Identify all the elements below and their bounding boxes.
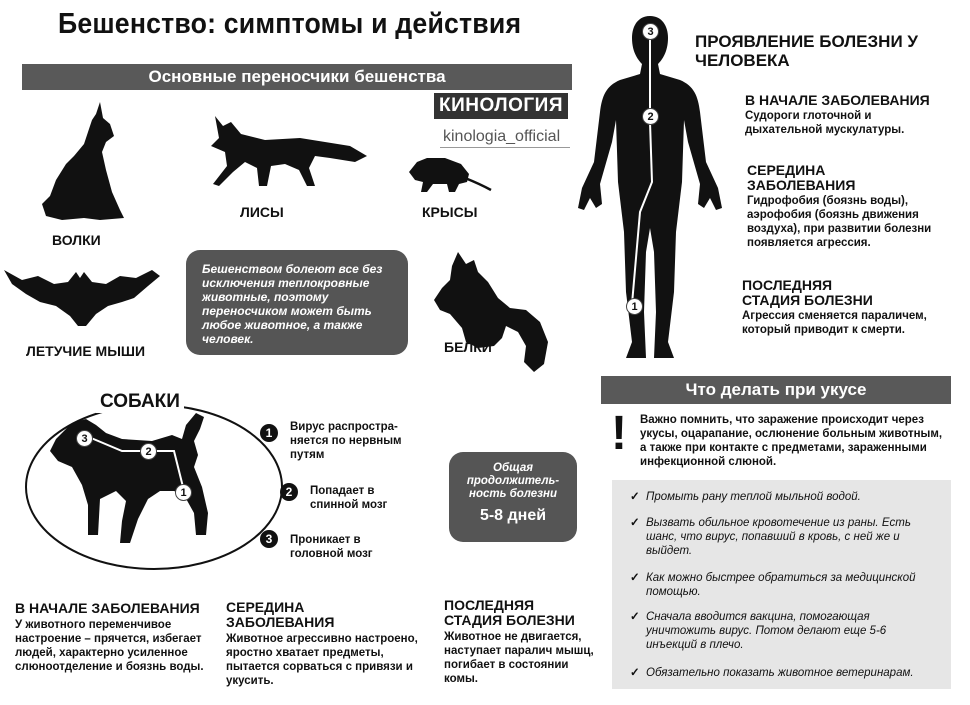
warning-mark: ! bbox=[611, 407, 627, 460]
dog-stage-early bbox=[15, 601, 215, 674]
carriers-header: Основные переносчики бешенства bbox=[22, 64, 572, 90]
human-stage-late-text: Агрессия сменяется параличем, который приводит к смерти. bbox=[742, 310, 927, 336]
dog-marker-1: 1 bbox=[175, 484, 192, 501]
carriers-note bbox=[186, 250, 408, 355]
bite-header: Что делать при укусе bbox=[601, 376, 951, 404]
human-stage-late-title: ПОСЛЕДНЯЯ СТАДИЯ БОЛЕЗНИ bbox=[742, 277, 873, 308]
check-icon: ✓ bbox=[630, 572, 640, 584]
step-3-number: 3 bbox=[260, 530, 278, 548]
human-stage-late bbox=[742, 278, 957, 337]
human-stage-early bbox=[745, 93, 955, 137]
dog-stage-late-text: Животное не двигается, наступает паралич мышц, погибает в состоянии комы. bbox=[444, 631, 594, 685]
label-bats: ЛЕТУЧИЕ МЫШИ bbox=[26, 343, 146, 359]
tip-5 bbox=[630, 666, 950, 680]
dog-stage-middle bbox=[226, 600, 426, 688]
tip-4 bbox=[630, 610, 940, 652]
step-1-number: 1 bbox=[260, 424, 278, 442]
check-icon: ✓ bbox=[630, 611, 640, 623]
rat-icon bbox=[405, 150, 495, 195]
human-marker-3: 3 bbox=[642, 23, 659, 40]
step-2-number: 2 bbox=[280, 483, 298, 501]
duration-value: 5-8 дней bbox=[479, 507, 547, 524]
tip-3-text: Как можно быстрее обратиться за медицинской помощью. bbox=[646, 572, 916, 598]
bite-warning: Важно помнить, что заражение происходит через укусы, оцарапание, ослюнение больным животным, а также при контакте с предметами, зараженными инфекционной слюной. bbox=[640, 414, 943, 468]
dog-marker-2: 2 bbox=[140, 443, 157, 460]
human-stage-middle bbox=[747, 163, 957, 250]
dog-marker-3: 3 bbox=[76, 430, 93, 447]
carriers-note-text: Бешенством болеют все без исключения теплокровные животные, поэтому переносчиком может быть любое животное, а также человек. bbox=[202, 262, 383, 346]
tip-3 bbox=[630, 571, 940, 599]
step-1-text: Вирус распростра-няется по нервным путям bbox=[290, 421, 402, 461]
tip-2-text: Вызвать обильное кровотечение из раны. Есть шанс, что вирус, попавший в кровь, с ней же и выйдет. bbox=[646, 517, 911, 557]
duration-label: Общая продолжитель-ность болезни bbox=[466, 462, 560, 500]
dog-stage-early-text: У животного переменчивое настроение – прячется, избегает людей, характерно усиленное слюноотделение и боязнь воды. bbox=[15, 619, 204, 673]
tip-2 bbox=[630, 516, 940, 558]
dog-stage-early-title: В НАЧАЛЕ ЗАБОЛЕВАНИЯ bbox=[15, 600, 200, 616]
check-icon: ✓ bbox=[630, 517, 640, 529]
check-icon: ✓ bbox=[630, 491, 640, 503]
dog-stage-middle-text: Животное агрессивно настроено, яростно хватает предметы, пытается сорваться с привязи и укусить. bbox=[226, 633, 418, 687]
dog-stage-middle-title: СЕРЕДИНА ЗАБОЛЕВАНИЯ bbox=[226, 599, 335, 630]
human-stage-early-text: Судороги глоточной и дыхательной мускулатуры. bbox=[745, 110, 905, 136]
step-3-text: Проникает в головной мозг bbox=[290, 534, 373, 560]
squirrel-icon bbox=[430, 248, 550, 378]
check-icon: ✓ bbox=[630, 667, 640, 679]
human-stage-middle-text: Гидрофобия (боязнь воды), аэрофобия (боязнь движения воздуха), при развитии болезни появляется агрессия. bbox=[747, 195, 932, 249]
tip-4-text: Сначала вводится вакцина, помогающая уничтожить вирус. Потом делают еще 5-6 инъекций в плечо. bbox=[646, 611, 887, 651]
label-squirrels: БЕЛКИ bbox=[444, 339, 492, 355]
label-wolves: ВОЛКИ bbox=[52, 232, 101, 248]
bat-icon bbox=[2, 262, 162, 330]
page-title: Бешенство: симптомы и действия bbox=[58, 8, 522, 40]
dog-stage-late-title: ПОСЛЕДНЯЯ СТАДИЯ БОЛЕЗНИ bbox=[444, 597, 575, 628]
dog-silhouette bbox=[50, 413, 208, 543]
label-rats: КРЫСЫ bbox=[422, 204, 478, 220]
dog-stage-late bbox=[444, 598, 604, 686]
duration-box bbox=[449, 452, 577, 542]
tips-panel bbox=[612, 480, 951, 689]
brand-logo: КИНОЛОГИЯ bbox=[434, 93, 568, 119]
handle-underline bbox=[440, 147, 570, 148]
human-stage-early-title: В НАЧАЛЕ ЗАБОЛЕВАНИЯ bbox=[745, 92, 930, 108]
human-marker-1: 1 bbox=[626, 298, 643, 315]
dog-figure bbox=[22, 395, 286, 575]
human-heading: ПРОЯВЛЕНИЕ БОЛЕЗНИ У ЧЕЛОВЕКА bbox=[695, 32, 918, 70]
label-foxes: ЛИСЫ bbox=[240, 204, 284, 220]
dogs-heading: СОБАКИ bbox=[96, 391, 184, 413]
tip-1-text: Промыть рану теплой мыльной водой. bbox=[646, 491, 861, 503]
human-stage-middle-title: СЕРЕДИНА ЗАБОЛЕВАНИЯ bbox=[747, 162, 856, 193]
tip-5-text: Обязательно показать животное ветеринарам. bbox=[646, 667, 914, 679]
tip-1 bbox=[630, 490, 940, 504]
brand-handle: kinologia_official bbox=[443, 128, 561, 145]
step-2-text: Попадает в спинной мозг bbox=[310, 485, 388, 511]
wolf-icon bbox=[40, 100, 130, 225]
human-marker-2: 2 bbox=[642, 108, 659, 125]
fox-icon bbox=[205, 112, 370, 192]
